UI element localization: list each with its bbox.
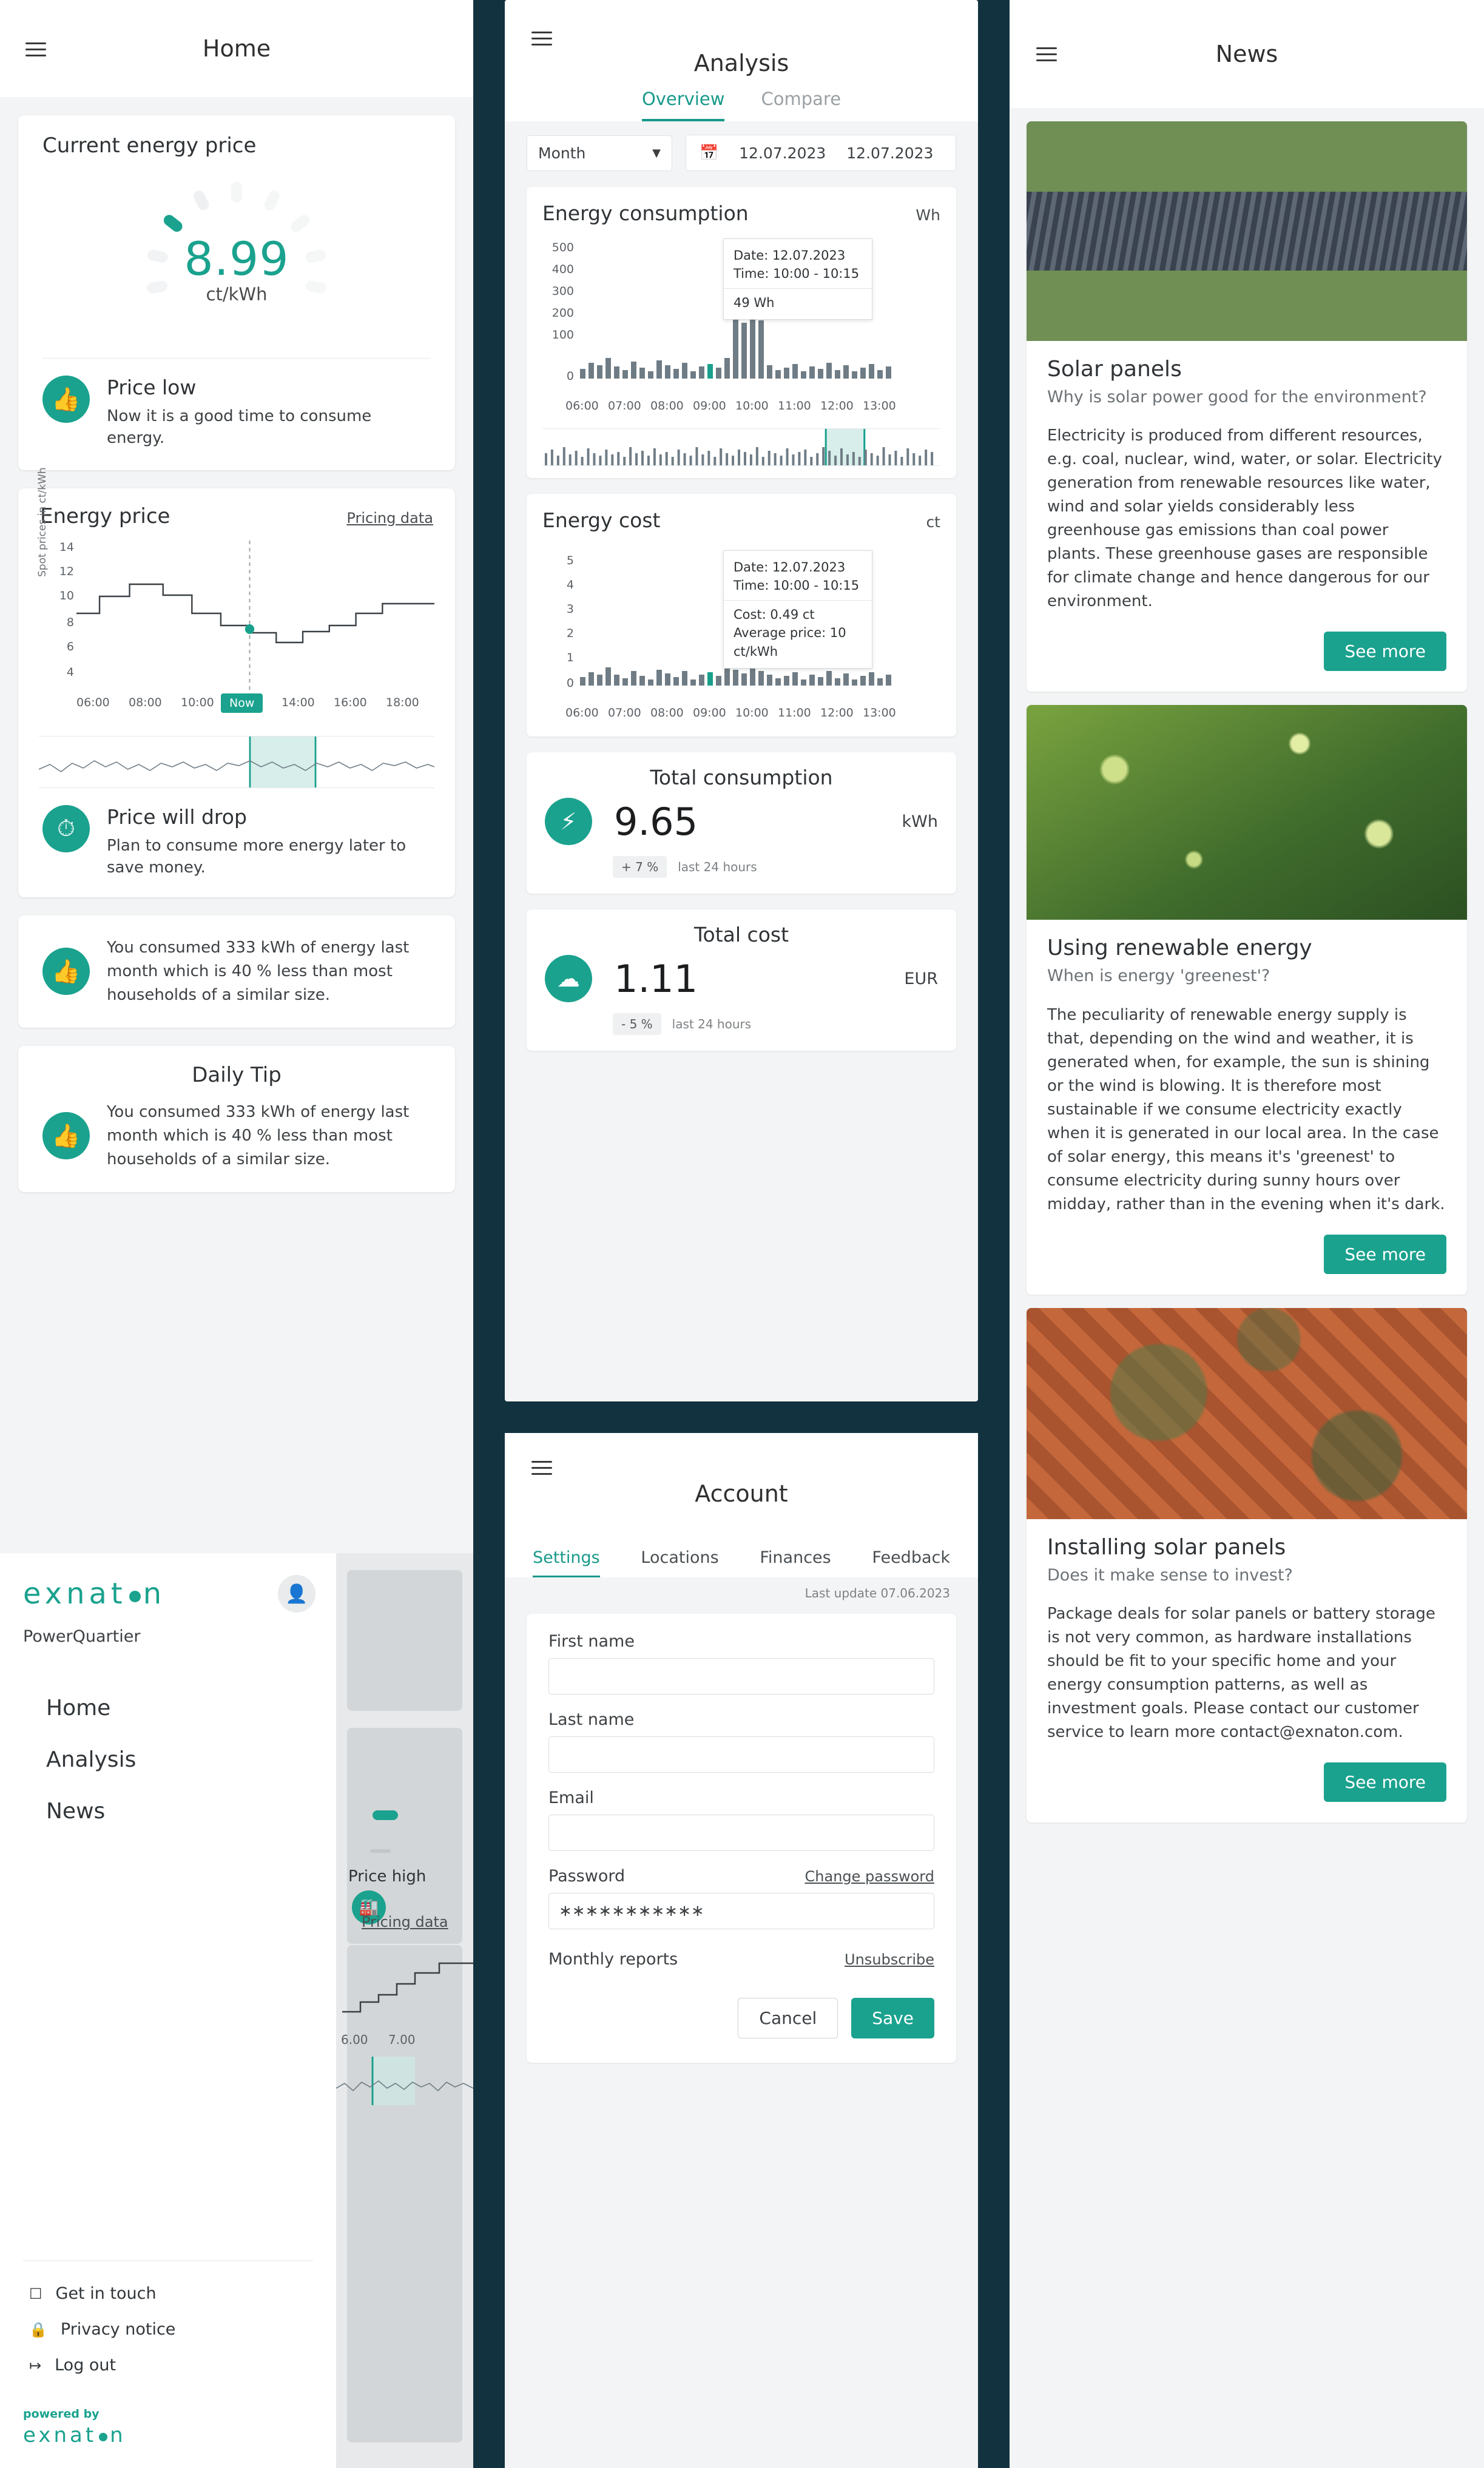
tenant-name: PowerQuartier xyxy=(23,1627,141,1646)
y-axis-label: Spot prices in ct/kWh xyxy=(36,467,49,577)
cost-y-axis: 5 4 3 2 1 0 xyxy=(566,554,574,690)
date-range-picker[interactable] xyxy=(686,135,956,171)
logo-dot-icon xyxy=(99,2433,107,2441)
price-status-title: Price low xyxy=(107,376,197,399)
thumbs-up-icon: 👍 xyxy=(42,1112,90,1159)
behind-pricing-link[interactable]: Pricing data xyxy=(362,1913,448,1930)
article-body: Package deals for solar panels or battery storage is not very common, as hardware installations should be fit to your specific home and your energy consumption patterns, as well as investment goals. Please contact our customer service to learn more contact@exnaton.com. xyxy=(1047,1605,1435,1742)
analysis-screen xyxy=(505,0,978,1401)
energy-consumption-chart-card xyxy=(527,187,956,478)
consumption-chart-title: Energy consumption xyxy=(542,201,749,225)
cost-x-axis: 06:00 07:00 08:00 09:00 10:00 11:00 12:00 13:00 xyxy=(565,706,896,720)
behind-x-tick-1: 6.00 xyxy=(341,2032,368,2047)
last-name-label: Last name xyxy=(548,1710,635,1729)
consumption-y-axis: 500 400 300 200 100 0 xyxy=(551,241,574,383)
sidebar-item-analysis[interactable]: Analysis xyxy=(46,1747,137,1772)
total-cost-note: last 24 hours xyxy=(672,1017,752,1031)
current-price-unit: ct/kWh xyxy=(206,284,268,305)
article-body: Electricity is produced from different resources, e.g. coal, nuclear, wind, water, or solar. Electricity generation from renewable resources like water, wind and solar yields considerably less greenhouse gas emissions than coal power plants. These greenhouse gases are responsible for climate change and hence dangerous for our environment. xyxy=(1047,427,1442,611)
tab-compare[interactable]: Compare xyxy=(761,89,841,109)
energy-cost-chart-card xyxy=(527,494,956,737)
exnaton-logo: exnat n xyxy=(23,1577,166,1611)
message-icon: ☐ xyxy=(29,2285,42,2302)
consumption-tip-text: You consumed 333 kWh of energy last month which is 40 % less than most households of a similar size. xyxy=(107,938,410,1004)
user-icon[interactable]: 👤 xyxy=(278,1575,315,1613)
price-trend-title: Price will drop xyxy=(107,804,247,829)
total-consumption-title: Total consumption xyxy=(650,766,833,789)
article-heading: Installing solar panels xyxy=(1047,1534,1286,1560)
article-subheading: Does it make sense to invest? xyxy=(1047,1565,1293,1585)
analysis-tabs xyxy=(505,89,978,121)
sidebar-item-news[interactable]: News xyxy=(46,1799,106,1824)
news-article-card[interactable] xyxy=(1027,121,1467,692)
energy-price-card xyxy=(18,467,455,897)
total-consumption-unit: kWh xyxy=(902,812,938,831)
home-appbar xyxy=(0,0,473,97)
page-title: Account xyxy=(695,1480,788,1507)
analysis-filter-bar xyxy=(505,121,978,187)
last-update-label: Last update 07.06.2023 xyxy=(804,1586,950,1600)
article-heading: Solar panels xyxy=(1047,357,1182,382)
hamburger-icon[interactable] xyxy=(531,1461,552,1475)
total-consumption-delta: + 7 % xyxy=(613,856,667,878)
privacy-notice-item[interactable] xyxy=(29,2311,313,2347)
see-more-button[interactable]: See more xyxy=(1324,1762,1446,1802)
tooltip-date: Date: 12.07.2023 xyxy=(734,248,846,263)
total-cost-card xyxy=(527,909,956,1051)
current-price-title: Current energy price xyxy=(42,133,257,158)
period-select[interactable] xyxy=(527,135,672,171)
consumption-x-axis: 06:00 07:00 08:00 09:00 10:00 11:00 12:00 13:00 xyxy=(565,399,896,413)
log-out-label: Log out xyxy=(55,2356,116,2375)
tooltip-value: 49 Wh xyxy=(734,295,775,310)
monthly-reports-row xyxy=(548,1950,934,1969)
price-minimap[interactable] xyxy=(39,736,434,788)
behind-x-tick-2: 7.00 xyxy=(388,2032,416,2047)
thumbs-up-icon: 👍 xyxy=(42,948,90,995)
first-name-field[interactable] xyxy=(548,1658,934,1694)
total-cost-delta: - 5 % xyxy=(613,1013,661,1035)
log-out-item[interactable] xyxy=(29,2347,313,2383)
get-in-touch-item[interactable] xyxy=(29,2276,313,2311)
price-line-plot xyxy=(76,541,434,692)
account-screen xyxy=(505,1433,978,2468)
article-heading: Using renewable energy xyxy=(1047,936,1312,961)
cancel-button[interactable]: Cancel xyxy=(738,1998,838,2038)
consumption-tip-card xyxy=(18,915,455,1028)
lock-icon: 🔒 xyxy=(29,2321,47,2338)
thumbs-up-icon: 👍 xyxy=(42,376,90,423)
pricing-data-link[interactable]: Pricing data xyxy=(346,509,433,527)
total-consumption-note: last 24 hours xyxy=(678,860,757,874)
tooltip-average: Average price: 10 ct/kWh xyxy=(734,625,846,659)
consumption-tooltip xyxy=(723,238,872,320)
cost-chart-title: Energy cost xyxy=(542,508,661,532)
tab-overview[interactable]: Overview xyxy=(642,89,725,121)
tooltip-cost: Cost: 0.49 ct xyxy=(734,607,815,622)
current-price-value: 8.99 xyxy=(184,232,289,286)
cost-bars xyxy=(542,548,940,703)
page-title: News xyxy=(1215,41,1278,67)
behind-price-status: Price high xyxy=(348,1867,427,1886)
consumption-bars xyxy=(542,241,940,396)
chevron-down-icon: ▼ xyxy=(652,146,661,160)
account-settings-form xyxy=(527,1614,956,2063)
now-badge: Now xyxy=(221,693,263,713)
tab-feedback[interactable]: Feedback xyxy=(872,1548,950,1567)
tooltip-time: Time: 10:00 - 10:15 xyxy=(734,266,860,282)
current-price-card xyxy=(18,115,455,470)
price-gauge xyxy=(18,158,455,358)
date-from: 12.07.2023 xyxy=(739,144,826,162)
daily-tip-text: You consumed 333 kWh of energy last month which is 40 % less than most households of a similar size. xyxy=(107,1102,410,1168)
total-consumption-card xyxy=(527,752,956,894)
date-to: 12.07.2023 xyxy=(846,144,934,162)
bolt-icon: ⚡ xyxy=(545,798,592,845)
see-more-button[interactable]: See more xyxy=(1324,1235,1446,1274)
coins-icon: ☁ xyxy=(545,955,592,1002)
monthly-reports-label: Monthly reports xyxy=(548,1950,678,1969)
unsubscribe-link[interactable]: Unsubscribe xyxy=(845,1950,934,1968)
logo-dot-icon xyxy=(129,1591,141,1602)
daily-tip-card xyxy=(18,1046,455,1192)
logout-icon: ↦ xyxy=(29,2356,42,2374)
energy-price-title: Energy price xyxy=(40,504,170,528)
powered-by-label: powered by xyxy=(23,2407,99,2421)
price-trend-text: Plan to consume more energy later to save money. xyxy=(107,836,406,877)
email-field[interactable] xyxy=(548,1815,934,1851)
save-button[interactable]: Save xyxy=(851,1998,934,2038)
first-name-label: First name xyxy=(548,1632,635,1651)
total-cost-value: 1.11 xyxy=(614,956,698,1001)
page-title: Analysis xyxy=(693,50,789,76)
password-field[interactable] xyxy=(548,1893,934,1929)
x-axis: 06:00 08:00 10:00 14:00 16:00 18:00 Now xyxy=(76,696,434,714)
tab-finances[interactable]: Finances xyxy=(760,1548,831,1567)
period-select-value: Month xyxy=(538,144,586,162)
rooftops-aerial-photo xyxy=(1027,1308,1467,1519)
green-grass-photo xyxy=(1027,705,1467,920)
last-name-field[interactable] xyxy=(548,1736,934,1773)
daily-tip-title: Daily Tip xyxy=(192,1062,282,1087)
drawer-panel xyxy=(0,1553,336,2468)
cost-tooltip xyxy=(723,550,872,669)
hamburger-icon[interactable] xyxy=(531,32,552,46)
tooltip-date: Date: 12.07.2023 xyxy=(734,560,846,575)
see-more-button[interactable]: See more xyxy=(1324,632,1446,671)
y-axis: 14 12 10 8 6 4 xyxy=(59,540,74,679)
email-label: Email xyxy=(548,1789,594,1807)
page-title: Home xyxy=(202,35,271,62)
tab-locations[interactable]: Locations xyxy=(641,1548,719,1567)
clock-icon: ⏱ xyxy=(42,805,90,852)
sidebar-item-home[interactable]: Home xyxy=(46,1696,111,1721)
price-status-text: Now it is a good time to consume energy. xyxy=(107,407,372,448)
article-subheading: When is energy 'greenest'? xyxy=(1047,966,1270,986)
tooltip-time: Time: 10:00 - 10:15 xyxy=(734,578,860,593)
change-password-link[interactable]: Change password xyxy=(804,1867,934,1885)
dimmed-background[interactable] xyxy=(336,1553,473,2468)
article-subheading: Why is solar power good for the environment? xyxy=(1047,388,1427,406)
news-article-card[interactable] xyxy=(1027,1308,1467,1822)
article-body: The peculiarity of renewable energy supply is that, depending on the wind and weather, it is generated when, for example, the sun is shining or the wind is blowing. It is therefore most sustainable if we consume electricity exactly when it is generated in our local area. In the case of solar energy, this means it's 'greenest' to consume electricity during sunny hours over midday, rather than in the evening when it's dark. xyxy=(1047,1005,1445,1213)
total-consumption-value: 9.65 xyxy=(614,799,698,844)
total-cost-title: Total cost xyxy=(693,923,789,946)
news-article-card[interactable] xyxy=(1027,705,1467,1294)
account-tabs xyxy=(505,1548,978,1577)
cost-chart-unit: ct xyxy=(926,513,940,531)
privacy-notice-label: Privacy notice xyxy=(60,2320,176,2339)
total-cost-unit: EUR xyxy=(904,969,938,988)
consumption-chart-unit: Wh xyxy=(916,206,940,224)
powered-by-logo: exnat n xyxy=(23,2423,126,2447)
solar-farm-photo xyxy=(1027,121,1467,341)
account-appbar xyxy=(505,1433,978,1548)
tab-settings[interactable]: Settings xyxy=(533,1548,600,1577)
consumption-minimap[interactable] xyxy=(542,428,940,466)
factory-icon: 🏭 xyxy=(352,1890,386,1924)
calendar-icon: 📅 xyxy=(700,144,719,161)
get-in-touch-label: Get in touch xyxy=(55,2284,157,2303)
password-label: Password Change password xyxy=(548,1867,934,1886)
analysis-appbar xyxy=(505,0,978,121)
news-screen xyxy=(1010,0,1484,2468)
home-screen xyxy=(0,0,473,1553)
news-appbar xyxy=(1010,0,1484,108)
navigation-drawer-screen xyxy=(0,1553,473,2468)
